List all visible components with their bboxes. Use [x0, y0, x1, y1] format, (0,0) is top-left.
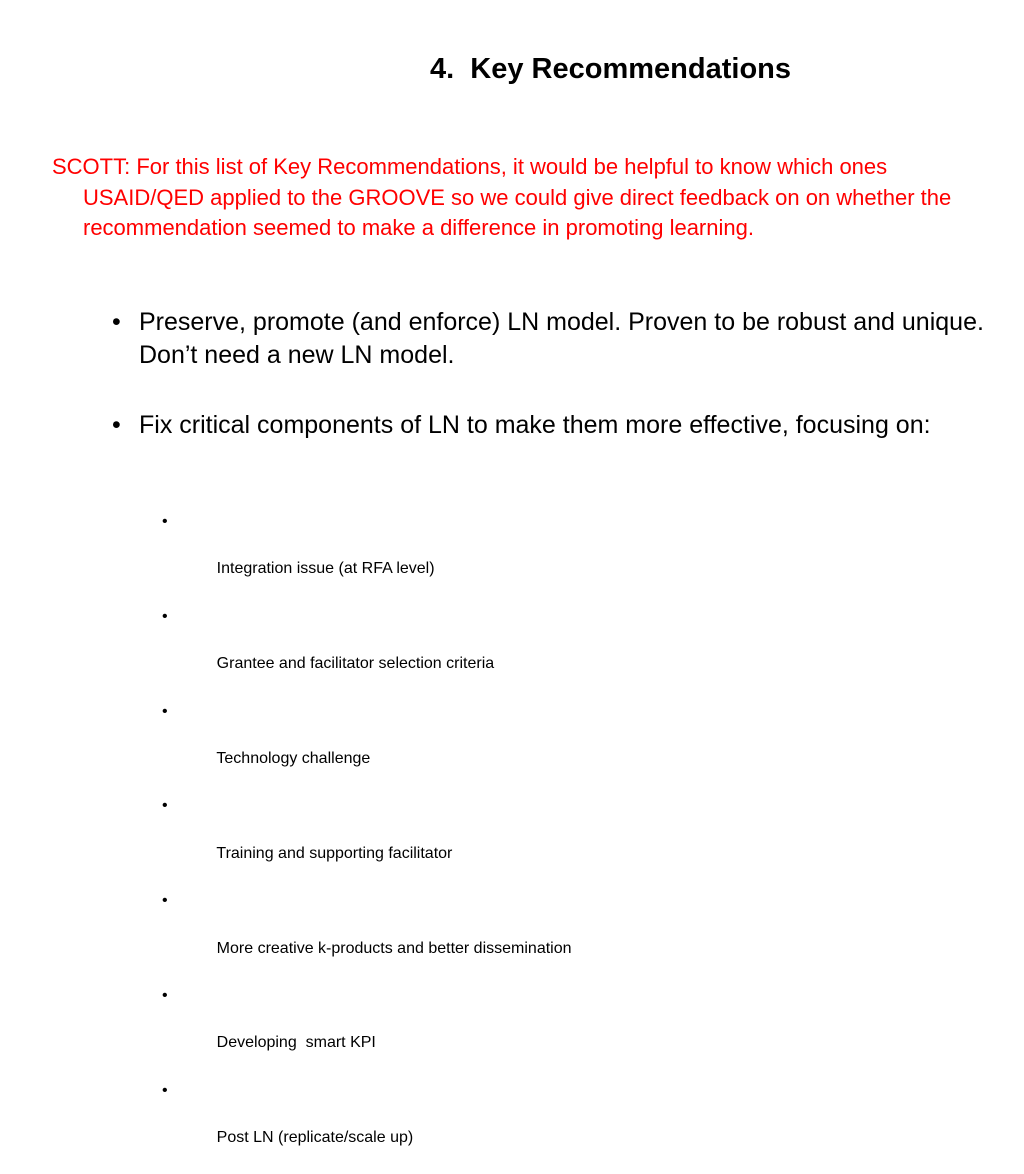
- sub-bullet-text: Post LN (replicate/scale up): [216, 1129, 414, 1147]
- bullet-icon: •: [162, 513, 168, 530]
- sub-bullet-item: [162, 794, 862, 889]
- bullet-icon: •: [162, 987, 168, 1005]
- sub-bullet-text: More creative k-products and better dissemination: [216, 939, 572, 957]
- sub-bullet-text: Technology challenge: [216, 750, 371, 768]
- bullet-icon: •: [162, 607, 168, 625]
- reviewer-comment: SCOTT: For this list of Key Recommendations, it would be helpful to know which ones USAID/QED applied to the GROOVE so we could give direct feedback on on whether the recommendation seemed to make a difference in promoting learning.: [52, 154, 952, 240]
- sub-bullet-text: Training and supporting facilitator: [216, 844, 453, 862]
- bullet-icon: •: [112, 308, 121, 336]
- bullet-icon: •: [162, 892, 168, 910]
- sub-bullet-item: [162, 1079, 862, 1174]
- bullet-icon: •: [162, 1081, 168, 1099]
- main-bullet-item: [112, 306, 992, 372]
- sub-bullet-item: [162, 984, 862, 1079]
- sub-bullet-text: Developing smart KPI: [216, 1034, 376, 1052]
- bullet-icon: •: [112, 411, 121, 439]
- sub-bullet-item: [162, 700, 862, 795]
- sub-bullet-text: Integration issue (at RFA level): [216, 560, 435, 578]
- sub-bullet-list: [162, 510, 862, 1174]
- sub-bullet-item: [162, 889, 862, 984]
- main-bullet-list: [112, 306, 992, 479]
- main-bullet-text: Preserve, promote (and enforce) LN model. Proven to be robust and unique. Don’t need a new LN model.: [139, 308, 984, 369]
- sub-bullet-item: [162, 605, 862, 700]
- bullet-icon: •: [162, 702, 168, 720]
- sub-bullet-item: [162, 510, 862, 605]
- sub-bullet-text: Grantee and facilitator selection criteria: [216, 655, 495, 673]
- slide-title: 4. Key Recommendations: [430, 53, 791, 85]
- bullet-icon: •: [162, 797, 168, 815]
- main-bullet-item: [112, 409, 992, 442]
- main-bullet-text: Fix critical components of LN to make them more effective, focusing on:: [139, 411, 931, 439]
